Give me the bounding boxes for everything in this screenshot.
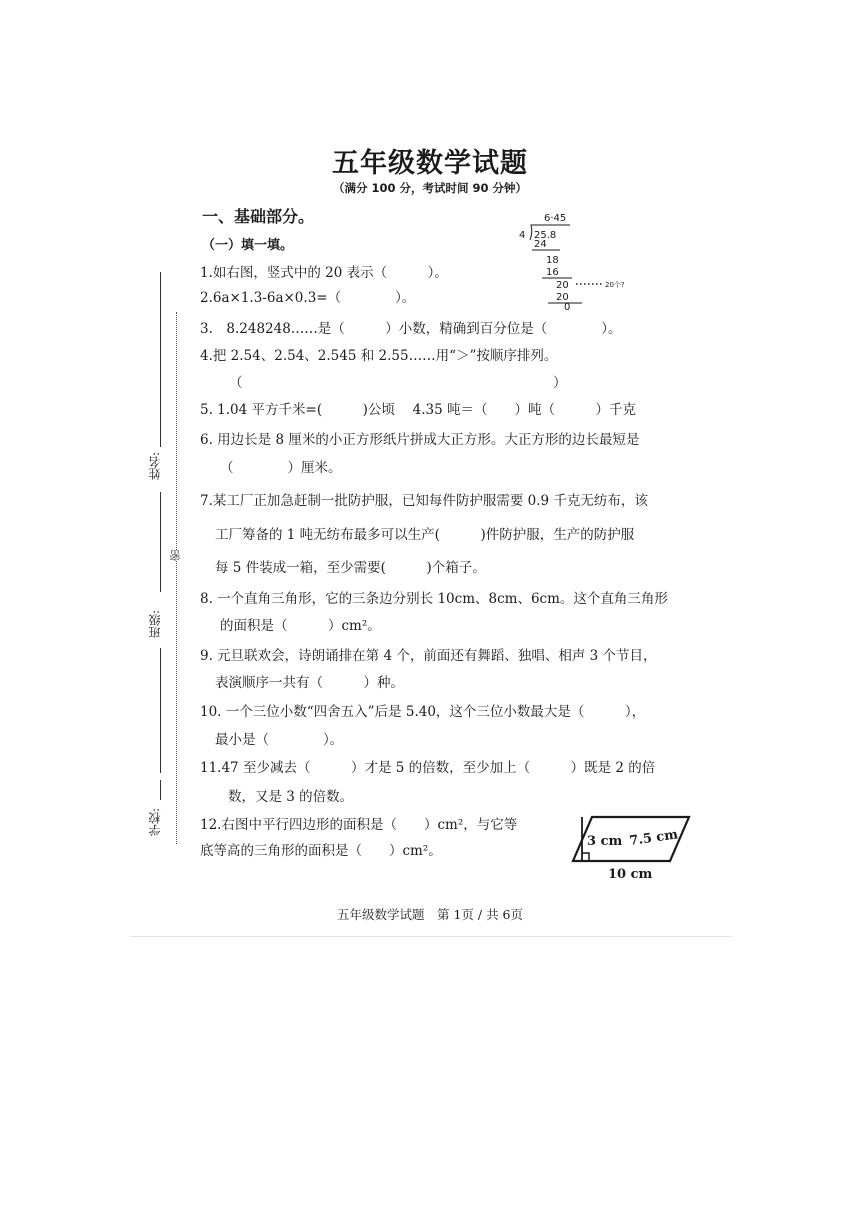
question-1: 1.如右图，竖式中的 20 表示（ ）。 <box>200 265 448 281</box>
question-4: 4.把 2.54、2.54、2.545 和 2.55……用“＞”按顺序排列。 <box>200 348 558 364</box>
section-heading: 一、基础部分。 <box>202 207 315 226</box>
long-division-figure <box>512 210 662 314</box>
question-5: 5. 1.04 平方千米=( )公顷 4.35 吨＝（ ）吨（ ）千克 <box>200 402 637 418</box>
exam-subtitle: （满分 100 分，考试时间 90 分钟） <box>332 181 528 195</box>
right-angle-mark <box>582 853 589 861</box>
division-quotient: 6·45 <box>544 213 567 224</box>
page-title: 五年级数学试题 <box>332 148 528 179</box>
seal-label: 密 <box>169 550 182 561</box>
question-12-line-2: 底等高的三角形的面积是（ ）cm²。 <box>200 843 442 859</box>
division-dividend: 25.8 <box>534 230 557 241</box>
question-8-line-2: 的面积是（ ）cm²。 <box>220 618 381 634</box>
division-step: 20 <box>556 292 569 303</box>
parallelogram-figure <box>568 808 698 884</box>
page-divider <box>130 936 732 937</box>
height-label: 3 cm <box>587 834 623 849</box>
division-annotation: 20个? <box>605 281 625 289</box>
class-line-upper <box>160 492 161 592</box>
question-12: 12.右图中平行四边形的面积是（ ）cm²，与它等 <box>200 817 518 833</box>
question-9: 9. 元旦联欢会，诗朗诵排在第 4 个，前面还有舞蹈、独唱、相声 3 个节目， <box>200 648 657 664</box>
name-label: 姓名: <box>148 452 162 481</box>
question-6: 6. 用边长是 8 厘米的小正方形纸片拼成大正方形。大正方形的边长最短是 <box>200 432 640 448</box>
school-label: 学校: <box>148 808 162 837</box>
seal-dotted-line <box>176 312 177 844</box>
side-label: 7.5 cm <box>628 827 679 849</box>
question-11-line-2: 数，又是 3 的倍数。 <box>228 789 354 805</box>
division-step: 16 <box>546 267 559 278</box>
question-6-answer: （ ）厘米。 <box>220 460 342 476</box>
page-footer: 五年级数学试题 第 1页 / 共 6页 <box>336 907 523 922</box>
class-label: 班级: <box>148 610 162 639</box>
question-8: 8. 一个直角三角形，它的三条边分别长 10cm、8cm、6cm。这个直角三角形 <box>200 591 668 607</box>
question-10: 10. 一个三位小数“四舍五入”后是 5.40，这个三位小数最大是（ ）， <box>200 704 646 720</box>
name-line <box>160 272 161 447</box>
question-7-line-2: 工厂筹备的 1 吨无纺布最多可以生产( )件防护服，生产的防护服 <box>215 527 635 543</box>
question-11: 11.47 至少减去（ ）才是 5 的倍数，至少加上（ ）既是 2 的倍 <box>200 760 656 776</box>
subsection-heading: （一）填一填。 <box>202 238 294 253</box>
division-step: 0 <box>564 302 571 313</box>
division-step: 18 <box>546 255 559 266</box>
question-2: 2.6a×1.3-6a×0.3=（ ）。 <box>200 290 416 306</box>
question-4-answer: （ ） <box>229 375 567 391</box>
question-9-line-2: 表演顺序一共有（ ）种。 <box>215 675 404 691</box>
question-7: 7.某工厂正加急赶制一批防护服，已知每件防护服需要 0.9 千克无纺布，该 <box>200 493 648 509</box>
base-label: 10 cm <box>608 867 653 882</box>
question-10-line-2: 最小是（ ）。 <box>215 732 344 748</box>
question-7-line-3: 每 5 件装成一箱，至少需要( )个箱子。 <box>215 560 486 576</box>
class-line-lower <box>160 648 161 773</box>
division-step: 20 <box>556 280 569 291</box>
division-divisor: 4 <box>519 230 526 241</box>
division-step: 24 <box>534 239 547 250</box>
school-line <box>160 780 161 800</box>
question-3: 3. 8.248248……是（ ）小数，精确到百分位是（ ）。 <box>200 321 622 337</box>
